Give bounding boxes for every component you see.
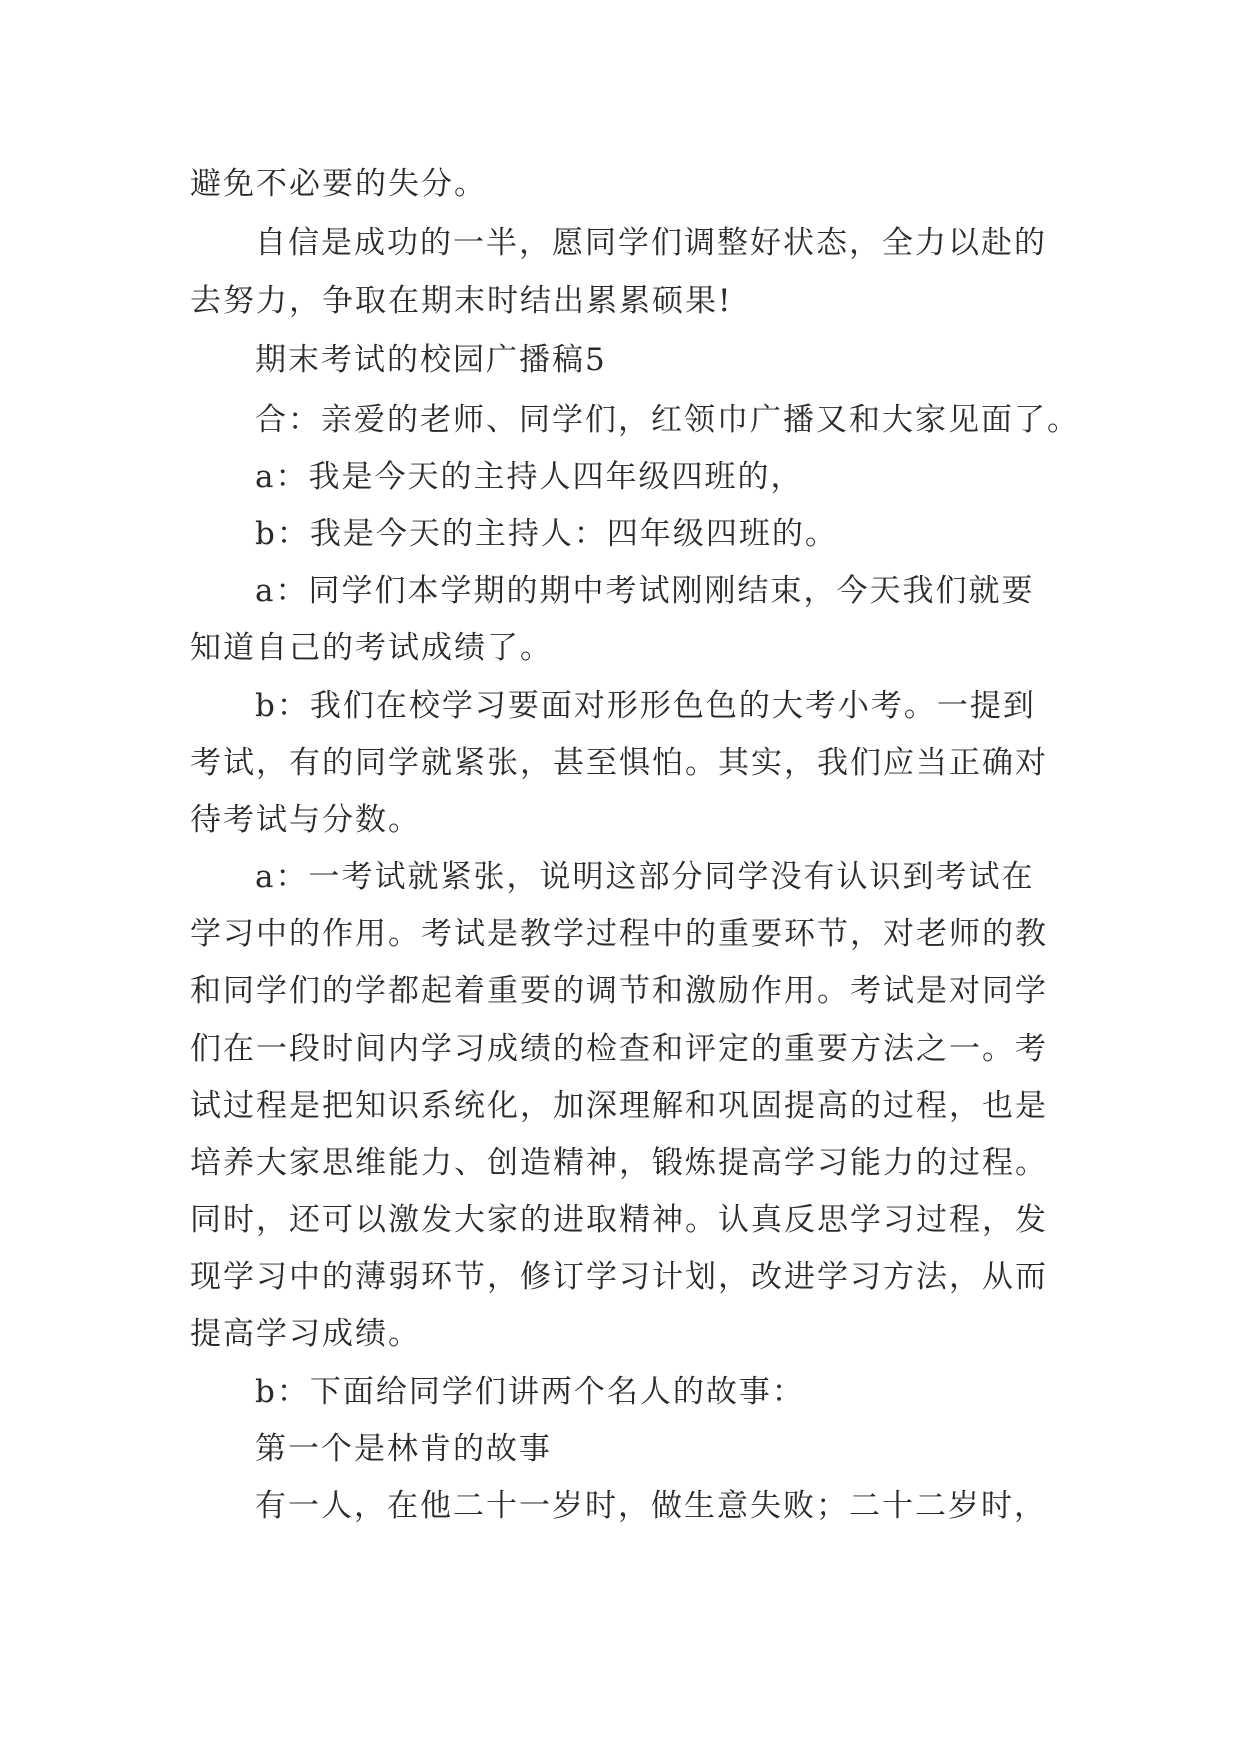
text-line-20: 现学习中的薄弱环节，修订学习计划，改进学习方法，从而 [190,1259,1048,1295]
text-line-1: 避免不必要的失分。 [190,166,487,202]
text-line-18: 培养大家思维能力、创造精神，锻炼提高学习能力的过程。 [190,1145,1048,1181]
text-line-16: 们在一段时间内学习成绩的检查和评定的重要方法之一。考 [190,1031,1048,1067]
text-line-11: 考试，有的同学就紧张，甚至惧怕。其实，我们应当正确对 [190,745,1048,781]
text-line-15: 和同学们的学都起着重要的调节和激励作用。考试是对同学 [190,973,1048,1009]
section-heading: 期末考试的校园广播稿5 [255,342,607,378]
text-line-6: a：我是今天的主持人四年级四班的， [255,459,804,495]
text-line-12: 待考试与分数。 [190,802,421,838]
text-line-14: 学习中的作用。考试是教学过程中的重要环节，对老师的教 [190,916,1048,952]
text-line-3: 去努力，争取在期末时结出累累硕果! [190,283,733,319]
text-line-23: 第一个是林肯的故事 [255,1431,552,1467]
text-line-21: 提高学习成绩。 [190,1316,421,1352]
text-line-13: a：一考试就紧张，说明这部分同学没有认识到考试在 [255,859,1035,895]
text-line-10: b：我们在校学习要面对形形色色的大考小考。一提到 [255,688,1036,724]
text-line-2: 自信是成功的一半，愿同学们调整好状态，全力以赴的 [255,225,1047,261]
text-line-24: 有一人，在他二十一岁时，做生意失败；二十二岁时， [255,1488,1047,1524]
text-line-22: b：下面给同学们讲两个名人的故事： [255,1374,805,1410]
text-line-8: a：同学们本学期的期中考试刚刚结束，今天我们就要 [255,573,1035,609]
text-line-9: 知道自己的考试成绩了。 [190,630,553,666]
text-line-19: 同时，还可以激发大家的进取精神。认真反思学习过程，发 [190,1202,1048,1238]
text-line-17: 试过程是把知识系统化，加深理解和巩固提高的过程，也是 [190,1088,1048,1124]
text-line-7: b：我是今天的主持人：四年级四班的。 [255,516,838,552]
text-line-5: 合：亲爱的老师、同学们，红领巾广播又和大家见面了。 [255,402,1080,438]
